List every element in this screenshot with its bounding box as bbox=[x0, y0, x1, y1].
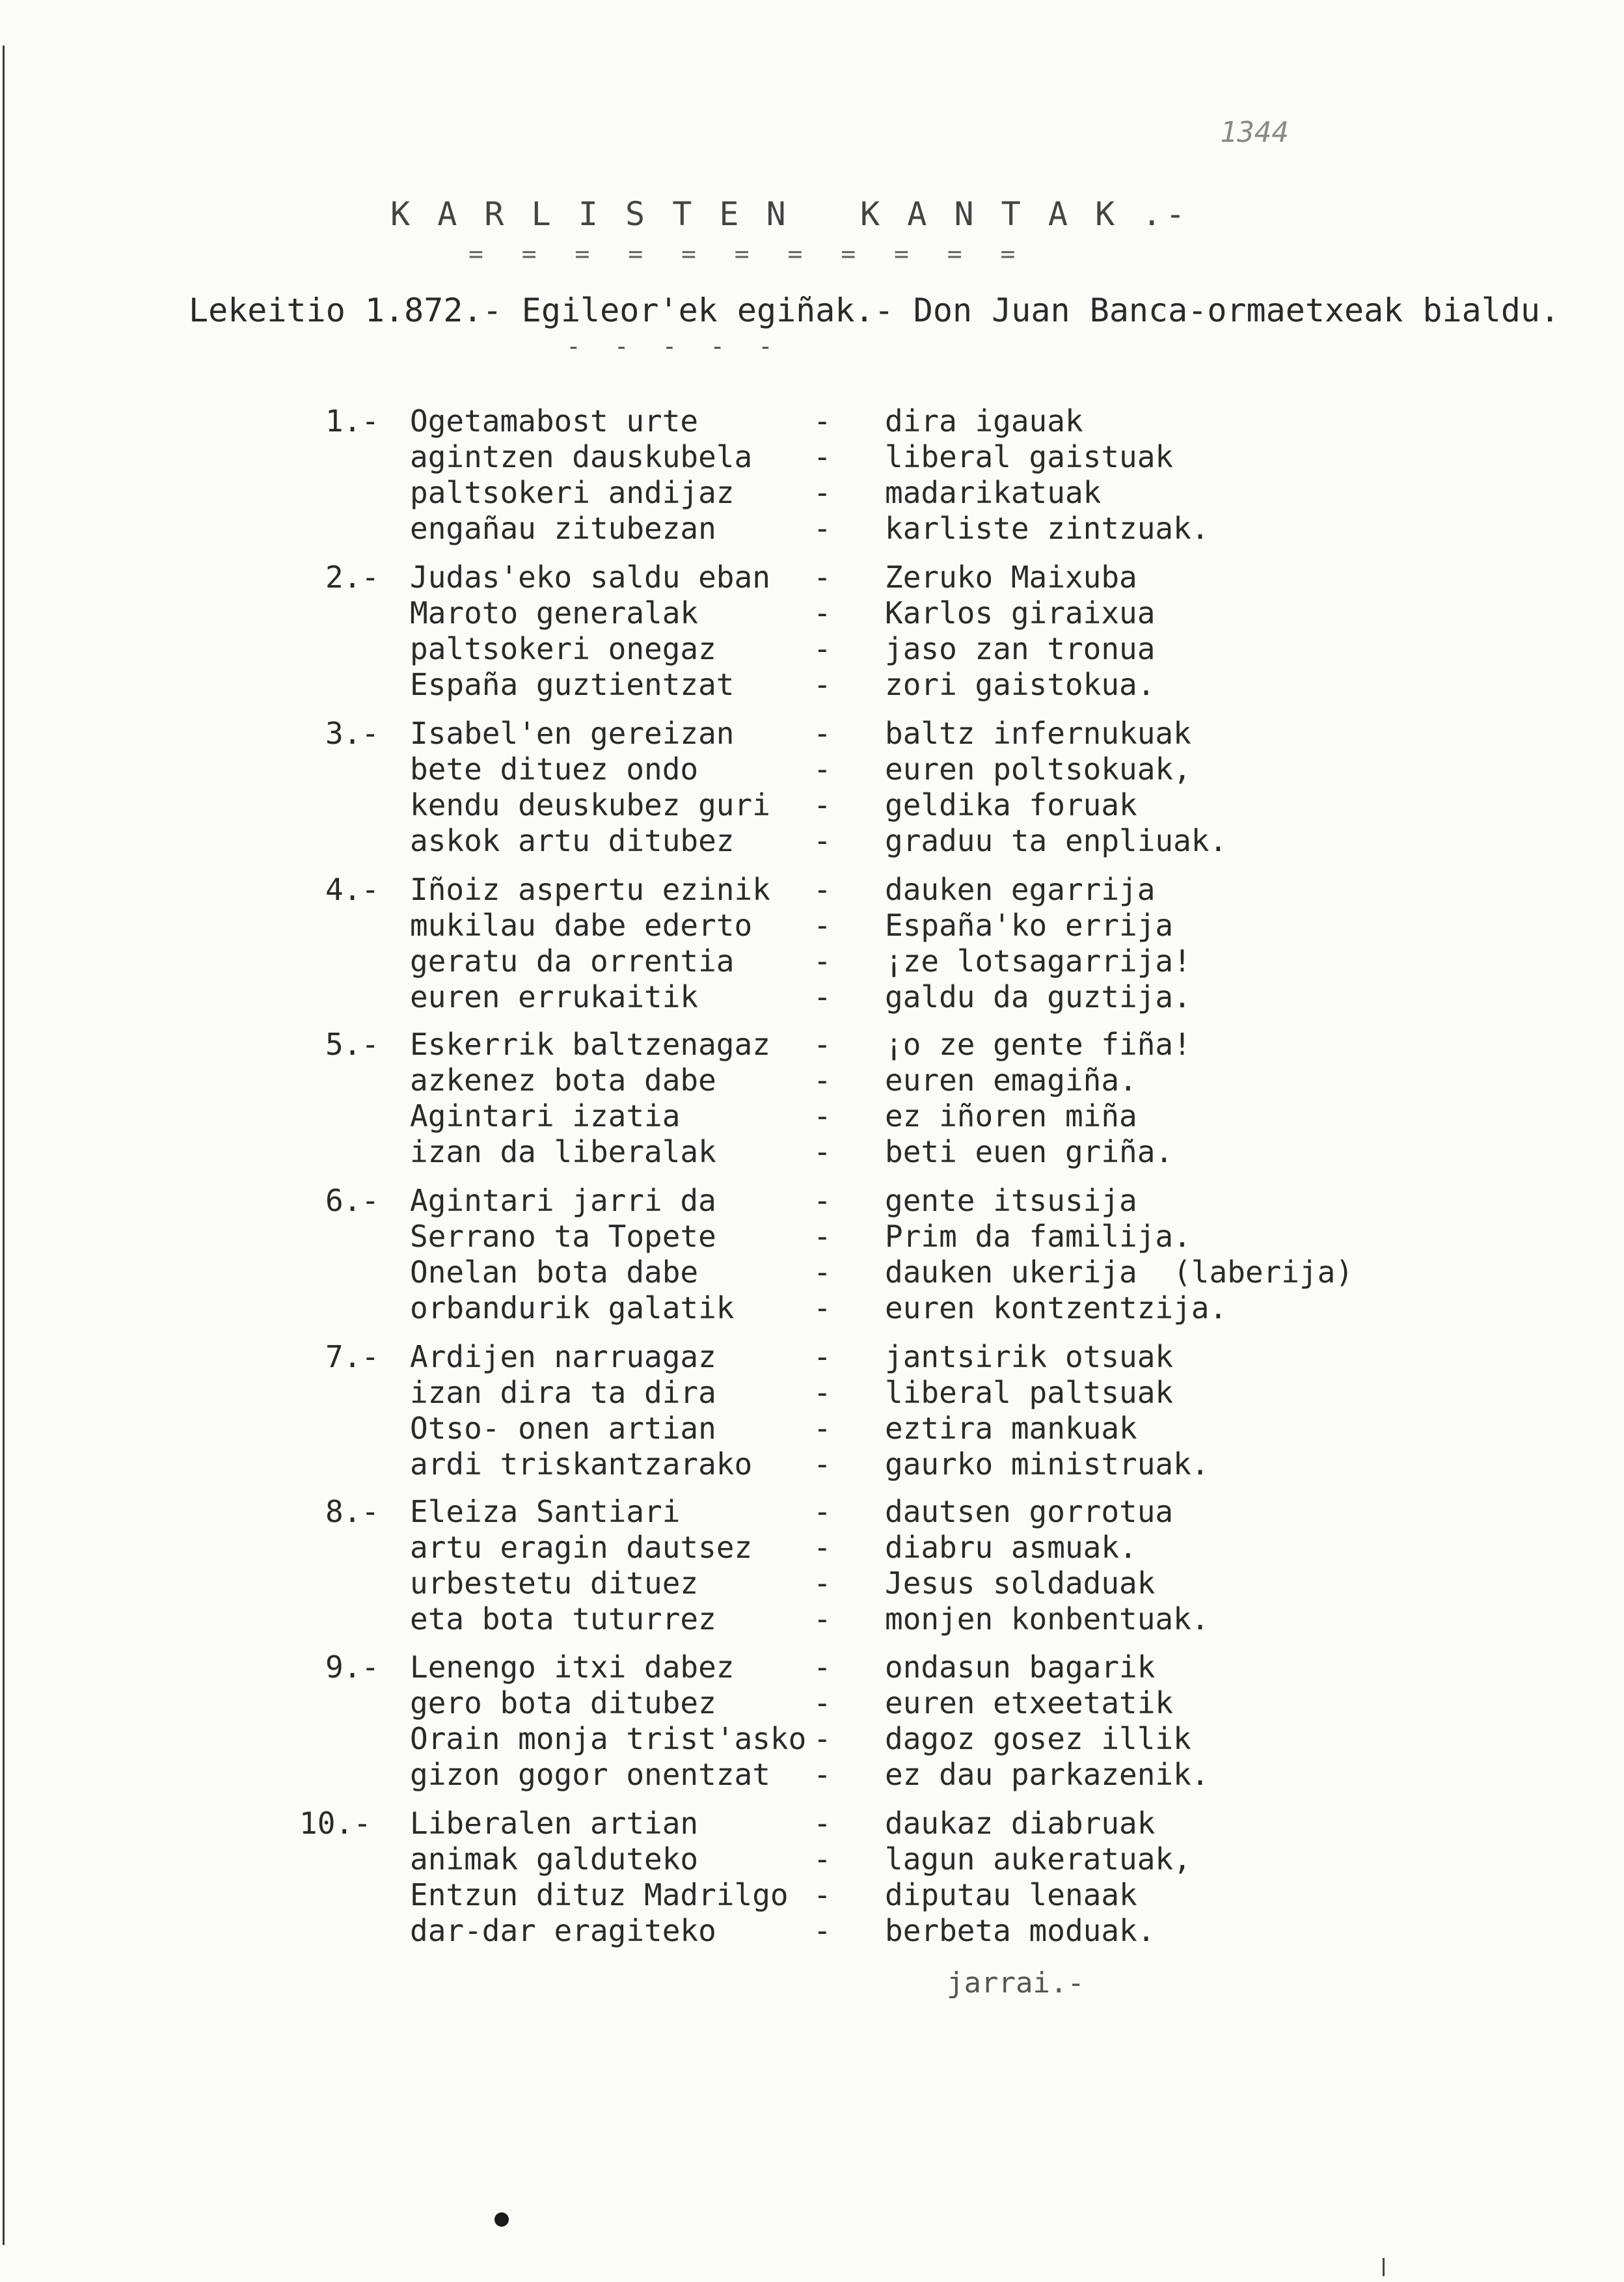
verse-separator: - bbox=[813, 1757, 832, 1792]
verse-line bbox=[0, 787, 1496, 823]
verse-right: geldika foruak bbox=[885, 787, 1137, 822]
verse-right: gente itsusija bbox=[885, 1183, 1137, 1218]
verse-line bbox=[0, 1494, 1496, 1530]
verse-right: ez iñoren miña bbox=[885, 1098, 1137, 1134]
verse-separator: - bbox=[813, 1806, 832, 1841]
verse-right: baltz infernukuak bbox=[885, 716, 1191, 751]
verse-left: Lenengo itxi dabez bbox=[410, 1650, 735, 1685]
verse-line bbox=[0, 1134, 1496, 1170]
verse-right: jantsirik otsuak bbox=[885, 1339, 1174, 1374]
verse-separator: - bbox=[813, 1494, 832, 1529]
verse-separator: - bbox=[813, 787, 832, 822]
page-number: 1344 bbox=[1220, 116, 1289, 149]
verse-right: Karlos giraixua bbox=[885, 595, 1156, 631]
verse-separator: - bbox=[813, 1530, 832, 1565]
verse-right: galdu da guztija. bbox=[885, 979, 1191, 1014]
verse-line bbox=[0, 403, 1496, 439]
verse-separator: - bbox=[813, 511, 832, 546]
verse-right: dautsen gorrotua bbox=[885, 1494, 1174, 1529]
verse-right: karliste zintzuak. bbox=[885, 511, 1210, 546]
verse-left: azkenez bota dabe bbox=[410, 1063, 716, 1098]
verse-right: madarikatuak bbox=[885, 475, 1102, 510]
verse-left: España guztientzat bbox=[410, 667, 735, 702]
verse-right: berbeta moduak. bbox=[885, 1913, 1156, 1948]
verse-line bbox=[0, 667, 1496, 703]
verse-left: ardi triskantzarako bbox=[410, 1447, 753, 1482]
verse-line bbox=[0, 1601, 1496, 1637]
stanza-number: 2.- bbox=[325, 560, 380, 595]
verse-right: ez dau parkazenik. bbox=[885, 1757, 1210, 1792]
verse-line bbox=[0, 560, 1496, 595]
verse-left: Eleiza Santiari bbox=[410, 1494, 681, 1529]
verse-right: España'ko errija bbox=[885, 908, 1174, 943]
verse-right: zori gaistokua. bbox=[885, 667, 1156, 702]
verse-line bbox=[0, 1411, 1496, 1447]
verse-left: Otso- onen artian bbox=[410, 1411, 716, 1446]
verse-right: Jesus soldaduak bbox=[885, 1566, 1156, 1601]
verse-line bbox=[0, 823, 1496, 859]
verse-separator: - bbox=[813, 1255, 832, 1290]
verse-line bbox=[0, 1530, 1496, 1566]
verse-line bbox=[0, 979, 1496, 1015]
verse-separator: - bbox=[813, 1063, 832, 1098]
verse-right: euren emagiña. bbox=[885, 1063, 1137, 1098]
verse-separator: - bbox=[813, 1913, 832, 1948]
verse-separator: - bbox=[813, 1375, 832, 1410]
verse-separator: - bbox=[813, 1447, 832, 1482]
verse-right: jaso zan tronua bbox=[885, 631, 1156, 666]
verse-line bbox=[0, 1757, 1496, 1793]
verse-separator: - bbox=[813, 1098, 832, 1134]
verse-line bbox=[0, 631, 1496, 667]
stanza-number: 5.- bbox=[325, 1027, 380, 1062]
verse-left: Liberalen artian bbox=[410, 1806, 699, 1841]
verse-separator: - bbox=[813, 1650, 832, 1685]
verse-left: bete dituez ondo bbox=[410, 752, 699, 787]
verse-line bbox=[0, 595, 1496, 631]
ink-dot bbox=[494, 2212, 509, 2227]
verse-separator: - bbox=[813, 1027, 832, 1062]
verse-line bbox=[0, 908, 1496, 944]
verse-right: Prim da familija. bbox=[885, 1219, 1191, 1254]
verse-left: Entzun dituz Madrilgo bbox=[410, 1877, 789, 1912]
stanza-number: 8.- bbox=[325, 1494, 380, 1529]
verse-left: agintzen dauskubela bbox=[410, 439, 753, 474]
verse-separator: - bbox=[813, 1601, 832, 1637]
verse-separator: - bbox=[813, 1219, 832, 1254]
verse-left: askok artu ditubez bbox=[410, 823, 735, 858]
verse-left: gizon gogor onentzat bbox=[410, 1757, 770, 1792]
verse-right: lagun aukeratuak, bbox=[885, 1841, 1191, 1877]
verse-line bbox=[0, 1685, 1496, 1721]
verse-separator: - bbox=[813, 716, 832, 751]
verse-left: paltsokeri onegaz bbox=[410, 631, 716, 666]
verse-right: eztira mankuak bbox=[885, 1411, 1137, 1446]
verse-separator: - bbox=[813, 1566, 832, 1601]
stanza-number: 9.- bbox=[325, 1650, 380, 1685]
verse-line bbox=[0, 1183, 1496, 1219]
verse-line bbox=[0, 1806, 1496, 1841]
verse-line bbox=[0, 1290, 1496, 1326]
verse-left: urbestetu dituez bbox=[410, 1566, 699, 1601]
verse-separator: - bbox=[813, 439, 832, 474]
verse-right: diputau lenaak bbox=[885, 1877, 1137, 1912]
verse-right: euren kontzentzija. bbox=[885, 1290, 1228, 1325]
verse-left: Agintari izatia bbox=[410, 1098, 681, 1134]
verse-right: euren etxeetatik bbox=[885, 1685, 1174, 1720]
verse-line bbox=[0, 752, 1496, 787]
verse-right: ¡o ze gente fiña! bbox=[885, 1027, 1191, 1062]
verse-separator: - bbox=[813, 872, 832, 907]
title-underline: = = = = = = = = = = = bbox=[468, 239, 1027, 268]
verse-left: Maroto generalak bbox=[410, 595, 699, 631]
verse-separator: - bbox=[813, 1685, 832, 1720]
verse-right: dauken ukerija (laberija) bbox=[885, 1255, 1354, 1290]
verse-left: geratu da orrentia bbox=[410, 944, 735, 979]
verse-separator: - bbox=[813, 560, 832, 595]
verse-line bbox=[0, 1721, 1496, 1757]
stanza-number: 10.- bbox=[299, 1806, 372, 1841]
stanza-number: 3.- bbox=[325, 716, 380, 751]
margin-tick bbox=[1383, 2258, 1385, 2276]
verse-separator: - bbox=[813, 823, 832, 858]
verse-left: euren errukaitik bbox=[410, 979, 699, 1014]
closing-note: jarrai.- bbox=[947, 1966, 1085, 2000]
verse-right: graduu ta enpliuak. bbox=[885, 823, 1228, 858]
verse-left: gero bota ditubez bbox=[410, 1685, 716, 1720]
document-title: K A R L I S T E N K A N T A K .- bbox=[390, 195, 1189, 233]
verse-separator: - bbox=[813, 908, 832, 943]
verse-left: eta bota tuturrez bbox=[410, 1601, 716, 1637]
verse-left: mukilau dabe ederto bbox=[410, 908, 753, 943]
verse-line bbox=[0, 1027, 1496, 1063]
verse-left: Agintari jarri da bbox=[410, 1183, 716, 1218]
verse-left: animak galduteko bbox=[410, 1841, 699, 1877]
verse-separator: - bbox=[813, 1877, 832, 1912]
verse-separator: - bbox=[813, 944, 832, 979]
verse-right: euren poltsokuak, bbox=[885, 752, 1191, 787]
verse-left: paltsokeri andijaz bbox=[410, 475, 735, 510]
verse-line bbox=[0, 1255, 1496, 1290]
verse-left: engañau zitubezan bbox=[410, 511, 716, 546]
verse-left: Judas'eko saldu eban bbox=[410, 560, 770, 595]
verse-line bbox=[0, 716, 1496, 752]
verse-left: Ogetamabost urte bbox=[410, 403, 699, 439]
verse-left: Iñoiz aspertu ezinik bbox=[410, 872, 770, 907]
verse-left: Ardijen narruagaz bbox=[410, 1339, 716, 1374]
verse-left: artu eragin dautsez bbox=[410, 1530, 753, 1565]
document-subtitle: Lekeitio 1.872.- Egileor'ek egiñak.- Don Juan Banca-ormaetxeak bialdu. bbox=[189, 292, 1560, 329]
verse-line bbox=[0, 511, 1496, 547]
verse-right: monjen konbentuak. bbox=[885, 1601, 1210, 1637]
verse-separator: - bbox=[813, 1339, 832, 1374]
verse-line bbox=[0, 872, 1496, 908]
verse-left: dar-dar eragiteko bbox=[410, 1913, 716, 1948]
subtitle-underline: - - - - - bbox=[566, 332, 782, 360]
verse-separator: - bbox=[813, 1411, 832, 1446]
verse-line bbox=[0, 1098, 1496, 1134]
stanza-number: 4.- bbox=[325, 872, 380, 907]
verse-right: Zeruko Maixuba bbox=[885, 560, 1137, 595]
verse-line bbox=[0, 1913, 1496, 1949]
verse-right: ¡ze lotsagarrija! bbox=[885, 944, 1191, 979]
verse-line bbox=[0, 1063, 1496, 1098]
verse-right: diabru asmuak. bbox=[885, 1530, 1137, 1565]
verse-right: beti euen griña. bbox=[885, 1134, 1174, 1169]
verse-separator: - bbox=[813, 403, 832, 439]
verse-left: Eskerrik baltzenagaz bbox=[410, 1027, 770, 1062]
stanza-number: 7.- bbox=[325, 1339, 380, 1374]
verse-left: Orain monja trist'asko bbox=[410, 1721, 807, 1756]
verse-left: izan da liberalak bbox=[410, 1134, 716, 1169]
verse-separator: - bbox=[813, 667, 832, 702]
verse-line bbox=[0, 1650, 1496, 1685]
verse-line bbox=[0, 1841, 1496, 1877]
verse-right: dauken egarrija bbox=[885, 872, 1156, 907]
verse-line bbox=[0, 1339, 1496, 1375]
verse-line bbox=[0, 1566, 1496, 1601]
verse-left: Onelan bota dabe bbox=[410, 1255, 699, 1290]
verse-right: daukaz diabruak bbox=[885, 1806, 1156, 1841]
verse-right: gaurko ministruak. bbox=[885, 1447, 1210, 1482]
verse-left: Isabel'en gereizan bbox=[410, 716, 735, 751]
verse-left: izan dira ta dira bbox=[410, 1375, 716, 1410]
verse-separator: - bbox=[813, 475, 832, 510]
verse-separator: - bbox=[813, 979, 832, 1014]
verse-left: Serrano ta Topete bbox=[410, 1219, 716, 1254]
verse-line bbox=[0, 1375, 1496, 1411]
stanza-number: 6.- bbox=[325, 1183, 380, 1218]
verse-separator: - bbox=[813, 1134, 832, 1169]
verse-separator: - bbox=[813, 1290, 832, 1325]
verse-line bbox=[0, 439, 1496, 475]
verse-right: liberal gaistuak bbox=[885, 439, 1174, 474]
verse-line bbox=[0, 1219, 1496, 1255]
verse-right: dagoz gosez illik bbox=[885, 1721, 1191, 1756]
verse-right: ondasun bagarik bbox=[885, 1650, 1156, 1685]
verse-line bbox=[0, 1447, 1496, 1482]
verse-line bbox=[0, 1877, 1496, 1913]
verse-separator: - bbox=[813, 595, 832, 631]
verse-separator: - bbox=[813, 752, 832, 787]
verse-separator: - bbox=[813, 1183, 832, 1218]
verse-separator: - bbox=[813, 1721, 832, 1756]
verse-separator: - bbox=[813, 631, 832, 666]
verse-separator: - bbox=[813, 1841, 832, 1877]
verse-right: liberal paltsuak bbox=[885, 1375, 1174, 1410]
verse-line bbox=[0, 944, 1496, 979]
verse-left: kendu deuskubez guri bbox=[410, 787, 770, 822]
stanza-number: 1.- bbox=[325, 403, 380, 439]
verse-right: dira igauak bbox=[885, 403, 1083, 439]
verse-left: orbandurik galatik bbox=[410, 1290, 735, 1325]
verse-line bbox=[0, 475, 1496, 511]
